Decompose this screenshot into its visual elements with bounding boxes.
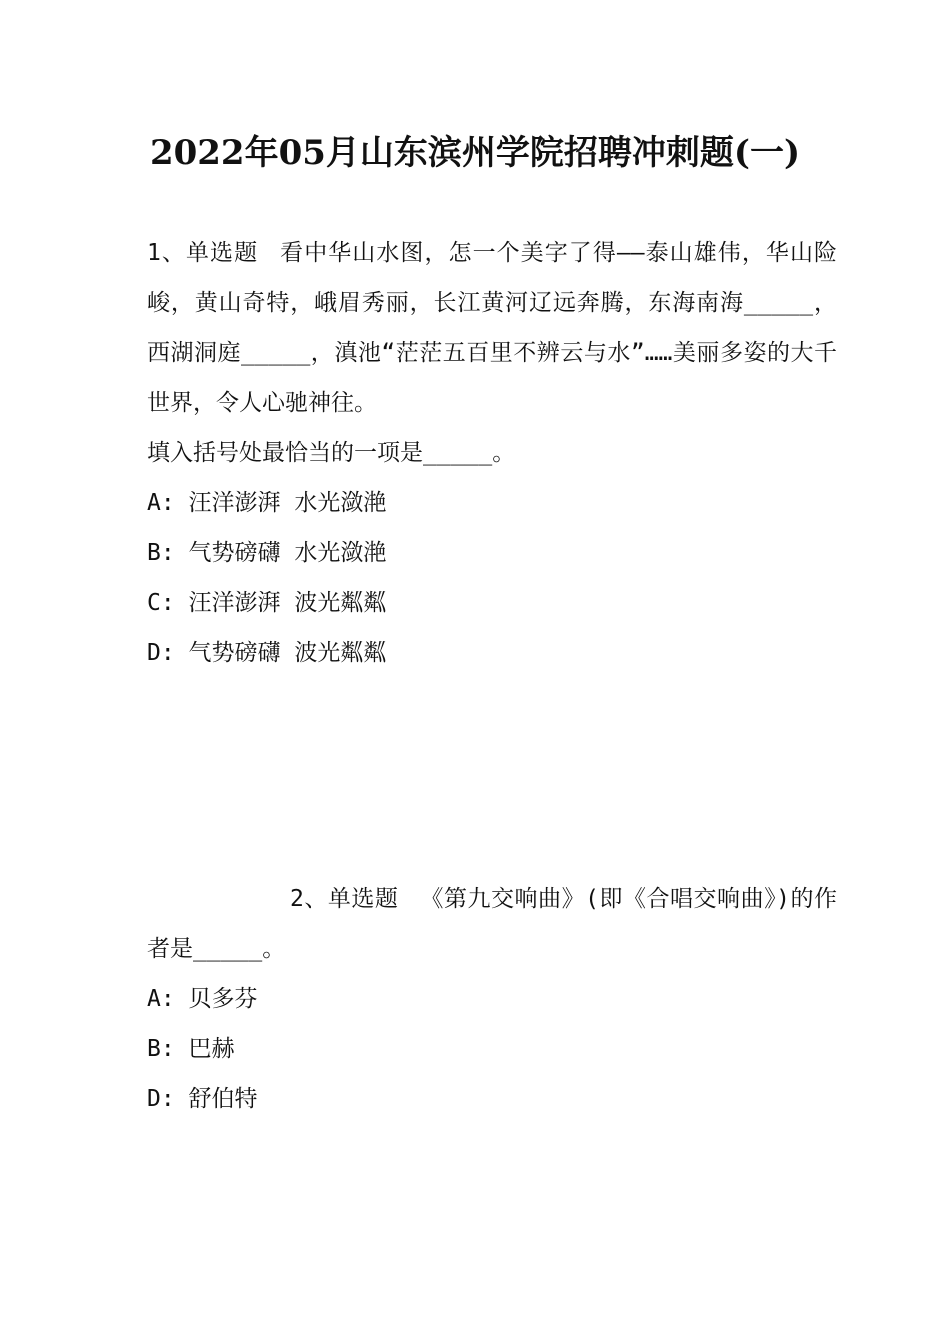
answer-options [147, 974, 837, 1124]
question-stem [147, 228, 837, 428]
option-c[interactable]: C: 汪洋澎湃 波光粼粼 [147, 590, 387, 616]
option-d[interactable]: D: 舒伯特 [147, 1086, 258, 1112]
question-2 [147, 874, 837, 1124]
option-b[interactable]: B: 巴赫 [147, 1036, 235, 1062]
option-d[interactable]: D: 气势磅礴 波光粼粼 [147, 640, 387, 666]
question-number: 2、 [290, 886, 328, 912]
option-a[interactable]: A: 汪洋澎湃 水光潋滟 [147, 490, 387, 516]
question-number: 1、 [147, 240, 186, 266]
question-type: 单选题 [327, 886, 399, 912]
question-type: 单选题 [185, 240, 259, 266]
question-1 [147, 228, 837, 678]
option-b[interactable]: B: 气势磅礴 水光潋滟 [147, 540, 387, 566]
question-text: 看中华山水图，怎一个美字了得——泰山雄伟，华山险峻，黄山奇特，峨眉秀丽，长江黄河辽远奔腾，东海南海_____，西湖洞庭_____，滇池“茫茫五百里不辨云与水”……美丽多姿的大千世界，令人心驰神往。 [147, 240, 838, 416]
answer-options [147, 478, 837, 678]
option-a[interactable]: A: 贝多芬 [147, 986, 258, 1012]
question-stem [147, 874, 837, 974]
question-prompt: 填入括号处最恰当的一项是_____。 [147, 440, 516, 466]
question-text: 《第九交响曲》(即《合唱交响曲》)的作者是_____。 [147, 886, 837, 962]
document-title: 2022年05月山东滨州学院招聘冲刺题(一) [149, 133, 801, 173]
